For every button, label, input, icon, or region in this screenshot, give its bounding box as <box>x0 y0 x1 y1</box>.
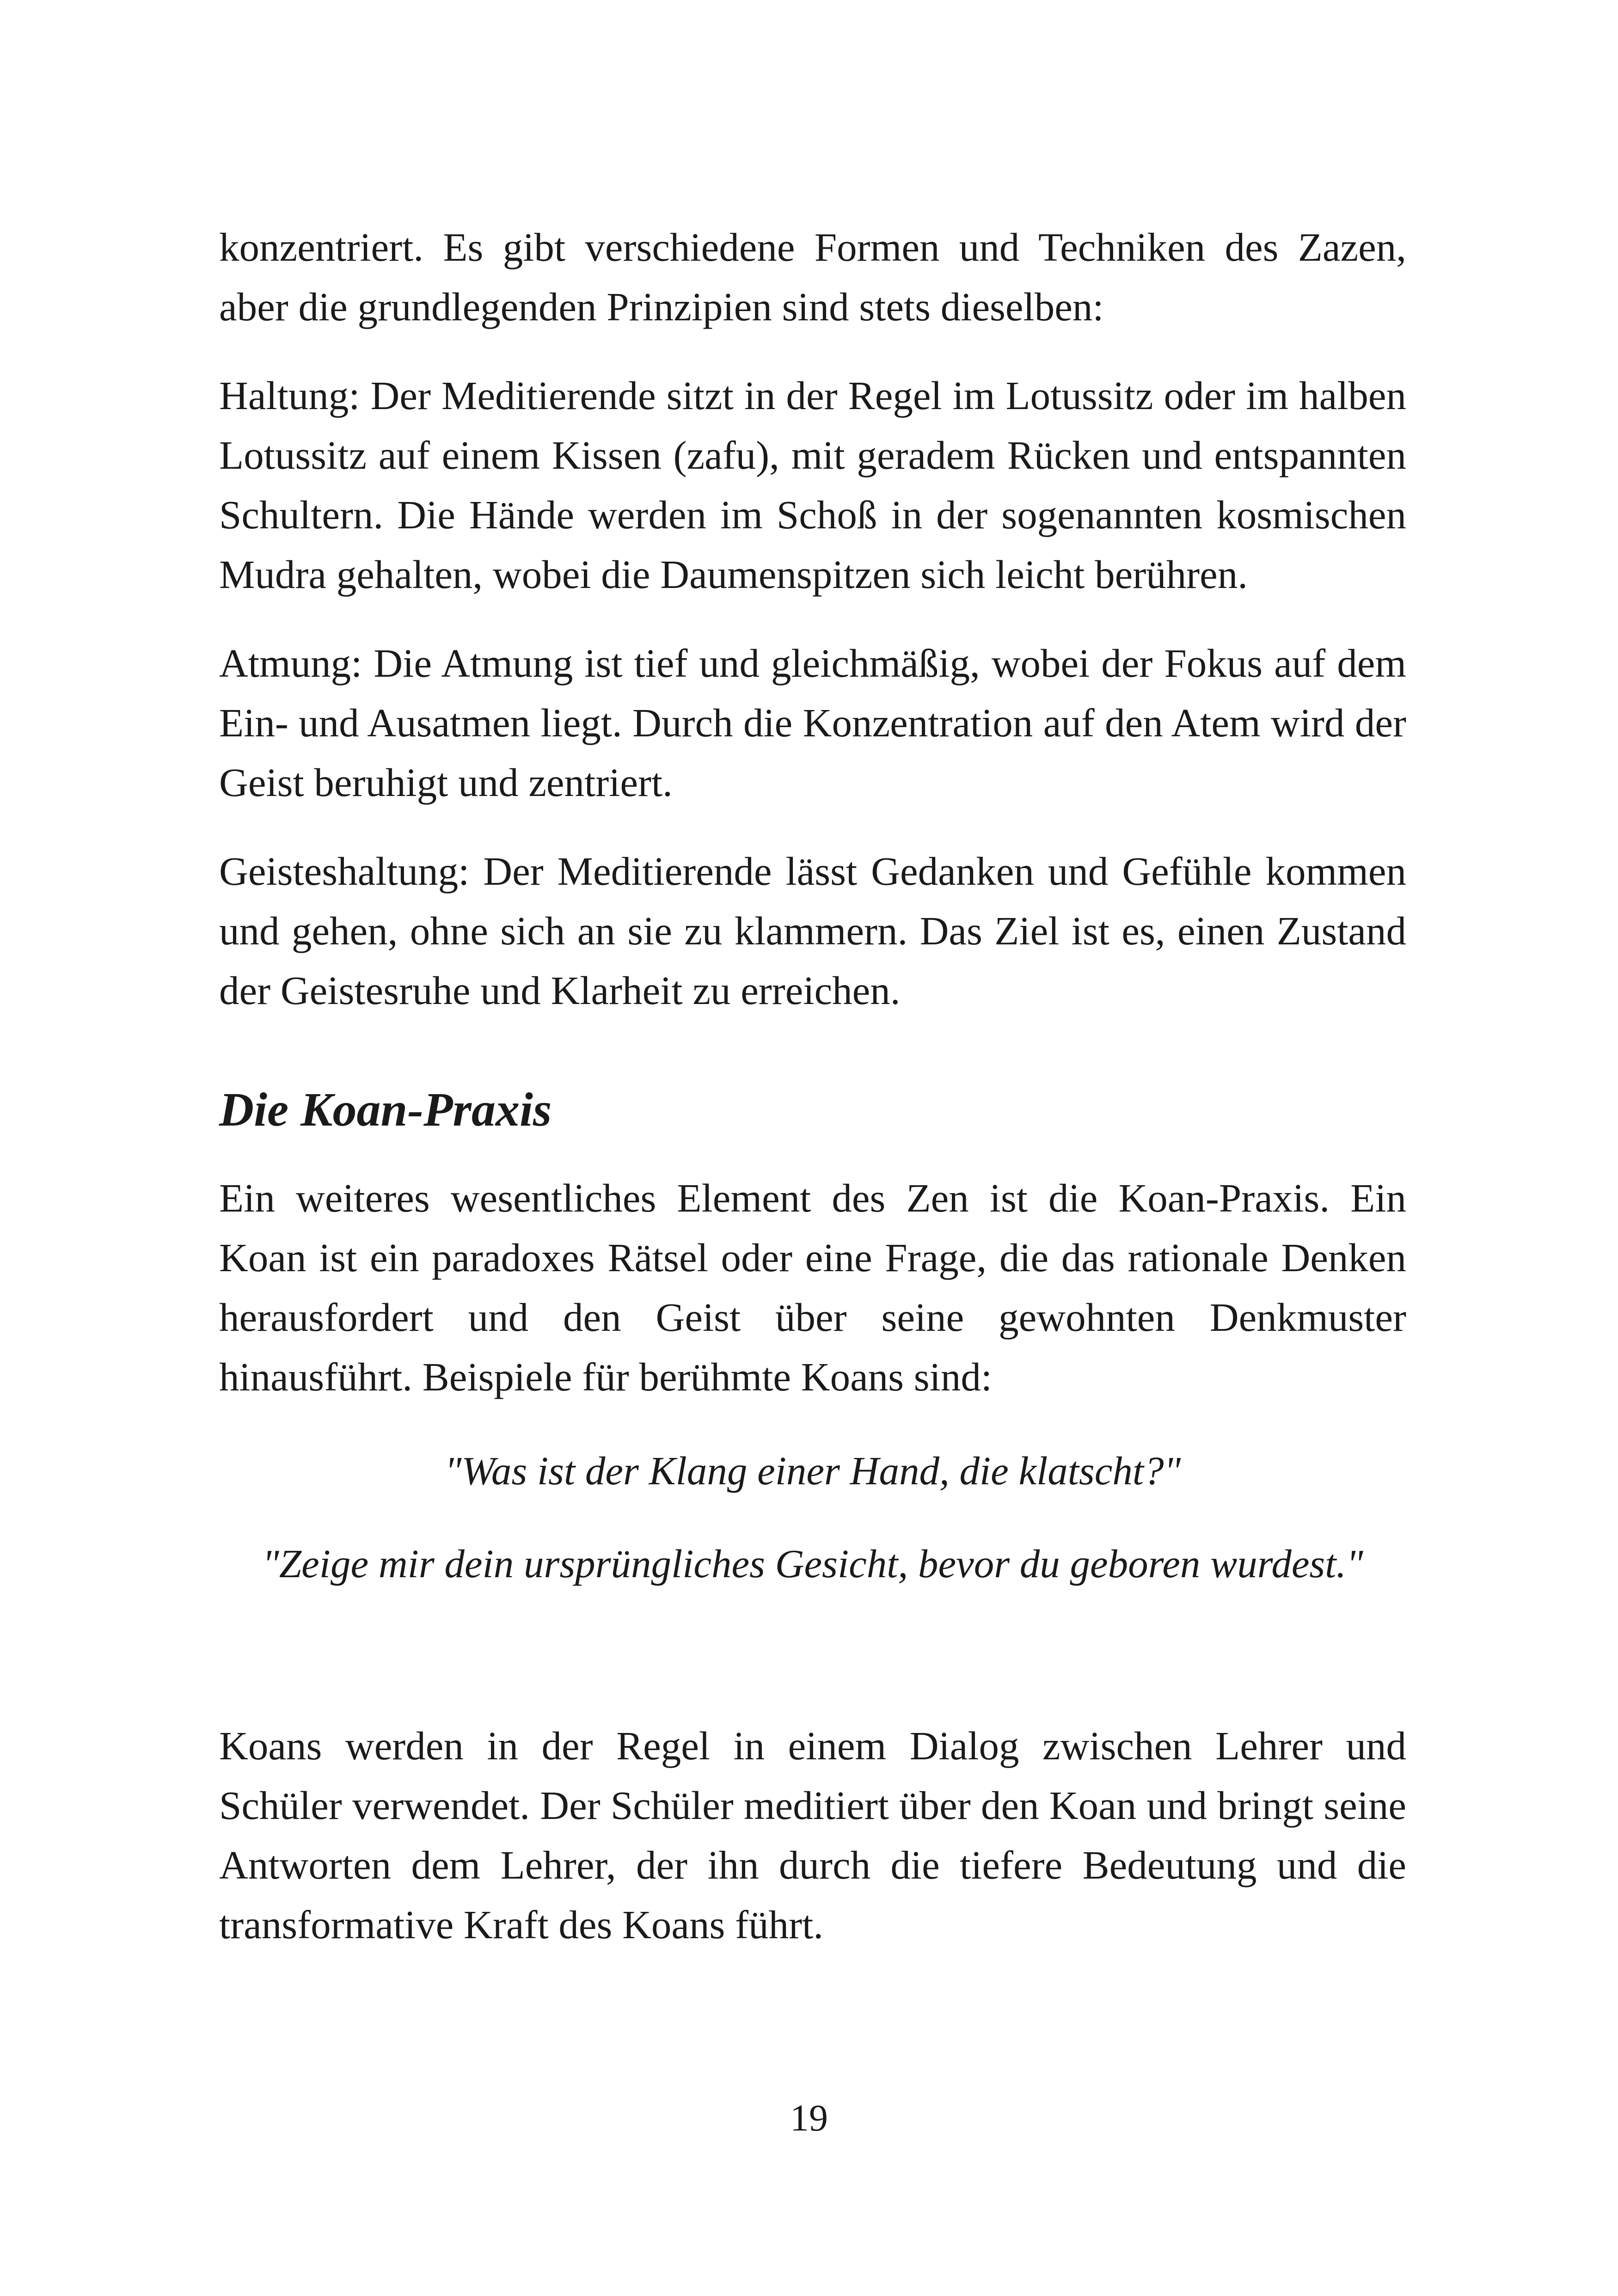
paragraph-koan-dialog: Koans werden in der Regel in einem Dialog zwischen Lehrer und Schüler verwendet. Der Schüler meditiert über den Koan und bringt seine Antworten dem Lehrer, der ihn durch die tiefere Bedeutung und die transformative Kraft des Koans führt. <box>219 1723 1406 1947</box>
section-heading: Die Koan-Praxis <box>219 1083 552 1136</box>
paragraph-koan-intro: Ein weiteres wesentliches Element des Zen ist die Koan-Praxis. Ein Koan ist ein paradoxes Rätsel oder eine Frage, die das rationale Denken herausfordert und den Geist über seine gewohnten Denkmuster hinausführt. Beispiele für berühmte Koans sind: <box>219 1176 1406 1399</box>
page-number: 19 <box>790 2097 828 2139</box>
paragraph-atmung: Atmung: Die Atmung ist tief und gleichmäßig, wobei der Fokus auf dem Ein- und Ausatmen liegt. Durch die Konzentration auf den Atem wird der Geist beruhigt und zentriert. <box>219 641 1406 805</box>
paragraph-geisteshaltung: Geisteshaltung: Der Meditierende lässt Gedanken und Gefühle kommen und gehen, ohne sich an sie zu klammern. Das Ziel ist es, einen Zustand der Geistesruhe und Klarheit zu erreichen. <box>219 849 1406 1013</box>
paragraph-haltung: Haltung: Der Meditierende sitzt in der Regel im Lotussitz oder im halben Lotussitz auf einem Kissen (zafu), mit geradem Rücken und entspannten Schultern. Die Hände werden im Schoß in der sogenannten kosmischen Mudra gehalten, wobei die Daumenspitzen sich leicht berühren. <box>219 373 1406 597</box>
koan-quote: "Was ist der Klang einer Hand, die klatscht?" <box>444 1448 1181 1493</box>
koan-quote: "Zeige mir dein ursprüngliches Gesicht, bevor du geboren wurdest." <box>262 1541 1363 1586</box>
page-body <box>219 217 1406 1954</box>
paragraph-zazen-intro: konzentriert. Es gibt verschiedene Formen und Techniken des Zazen, aber die grundlegenden Prinzipien sind stets dieselben: <box>219 225 1406 329</box>
